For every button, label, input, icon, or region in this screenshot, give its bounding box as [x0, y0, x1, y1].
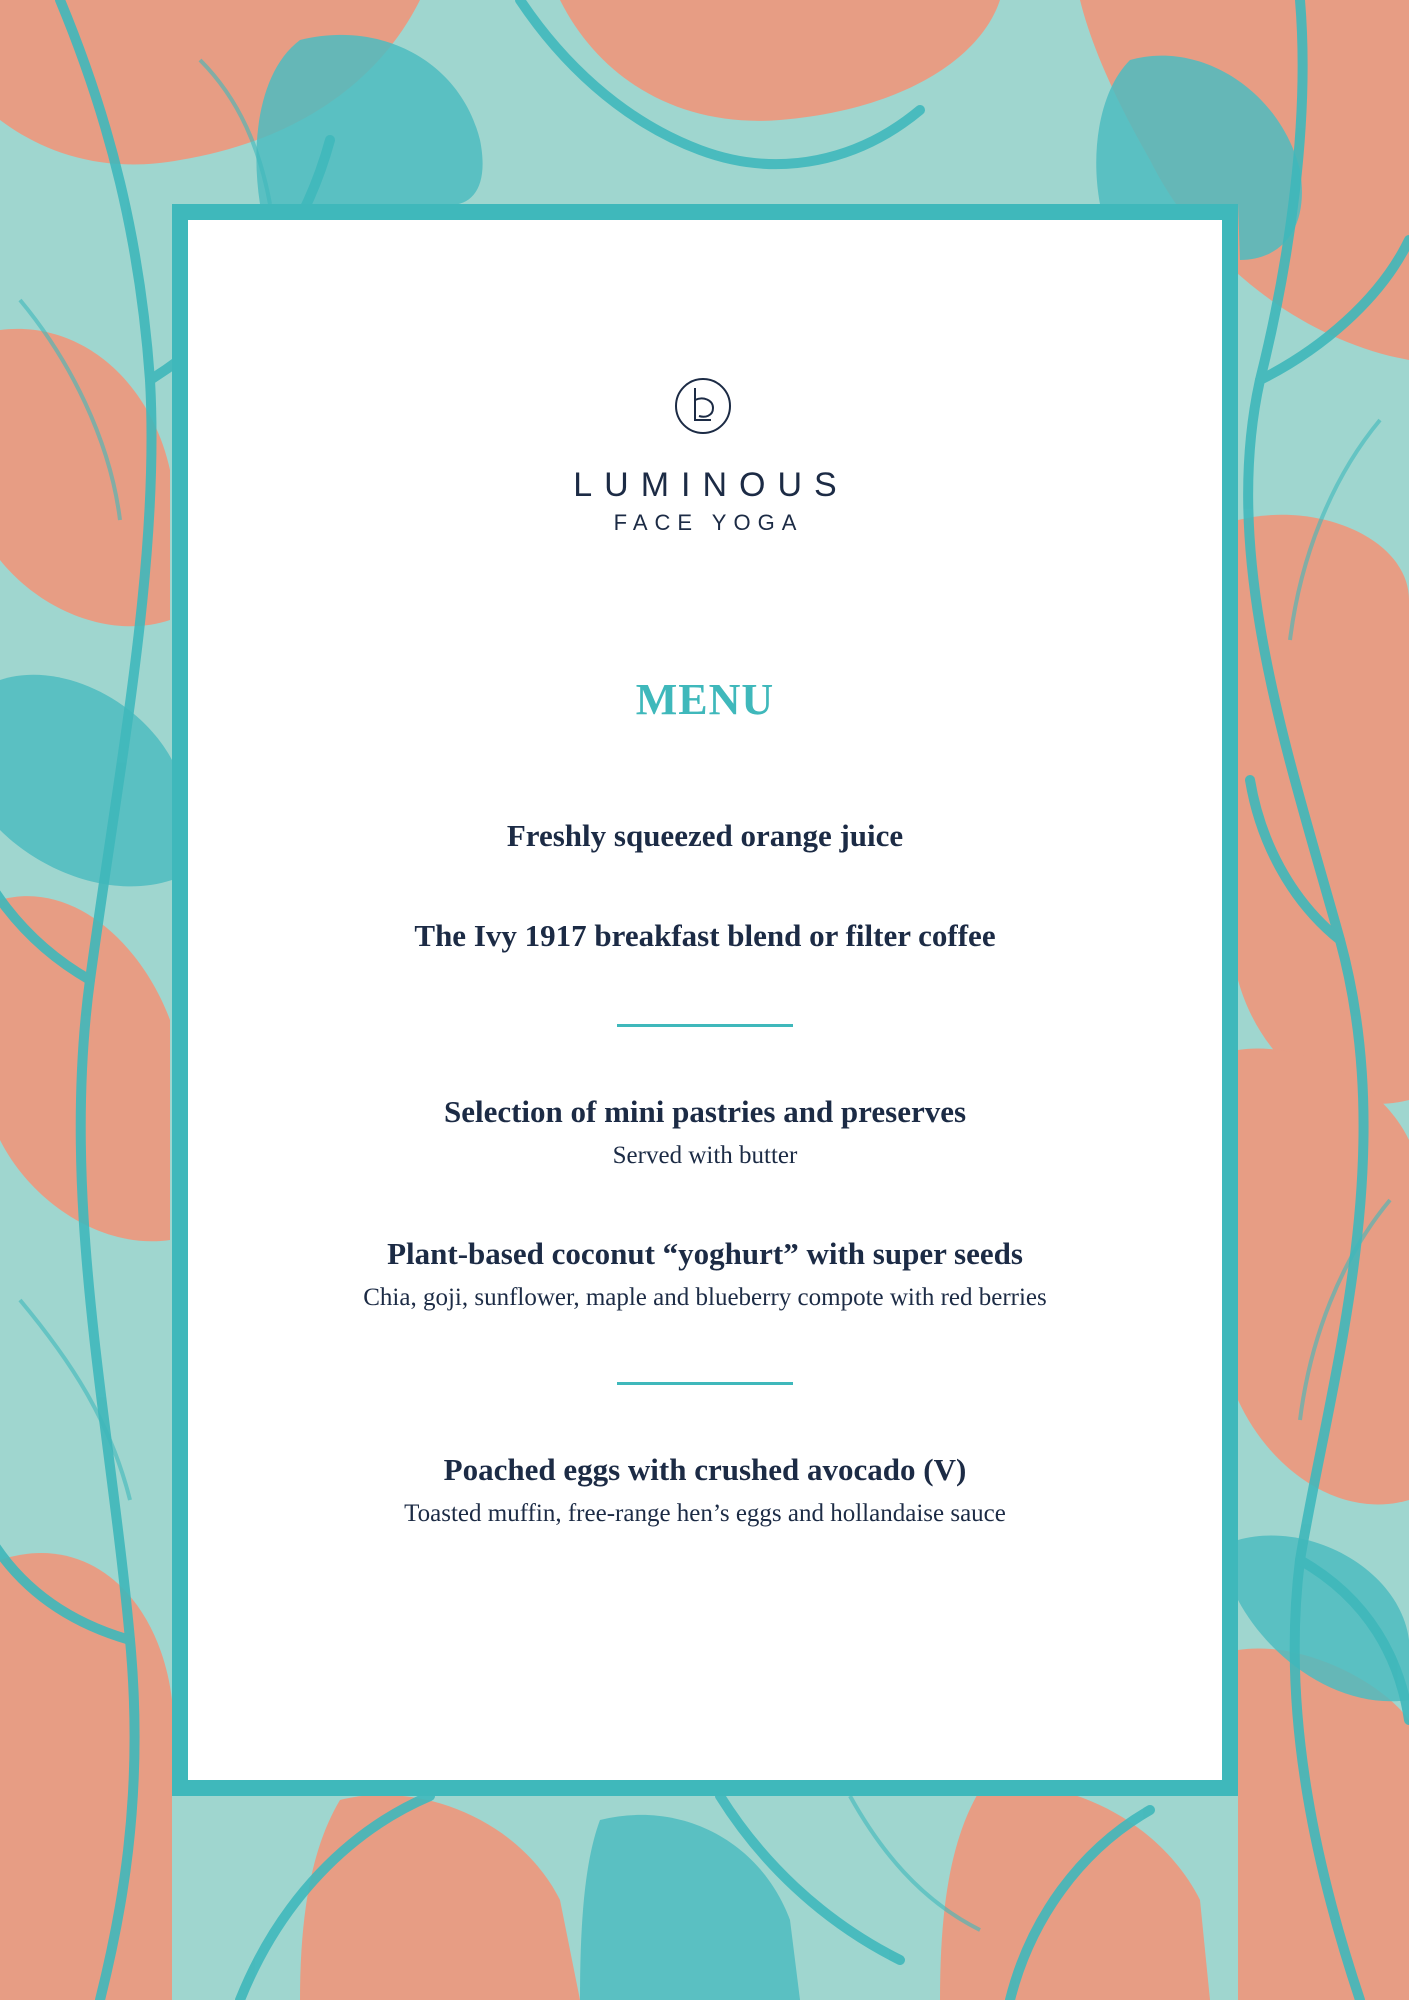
brand-name: LUMINOUS — [573, 466, 849, 504]
menu-item-name: Freshly squeezed orange juice — [506, 818, 904, 853]
menu-card — [188, 220, 1222, 1780]
menu-item-name: Poached eggs with crushed avocado (V) — [443, 1452, 967, 1487]
menu-item-name: Selection of mini pastries and preserves — [443, 1094, 967, 1129]
menu-item-name: The Ivy 1917 breakfast blend or filter coffee — [414, 918, 996, 953]
menu-title: MENU — [635, 675, 775, 724]
menu-item-description: Toasted muffin, free-range hen’s eggs and hollandaise sauce — [404, 1500, 1006, 1527]
brand-tagline: FACE YOGA — [613, 510, 804, 535]
section-divider — [617, 1024, 793, 1027]
menu-item-description: Served with butter — [612, 1142, 798, 1169]
lf-monogram-icon — [673, 376, 733, 436]
section-divider — [617, 1382, 793, 1385]
menu-item-description: Chia, goji, sunflower, maple and blueberry compote with red berries — [363, 1284, 1047, 1311]
menu-item-name: Plant-based coconut “yoghurt” with super seeds — [387, 1236, 1023, 1271]
